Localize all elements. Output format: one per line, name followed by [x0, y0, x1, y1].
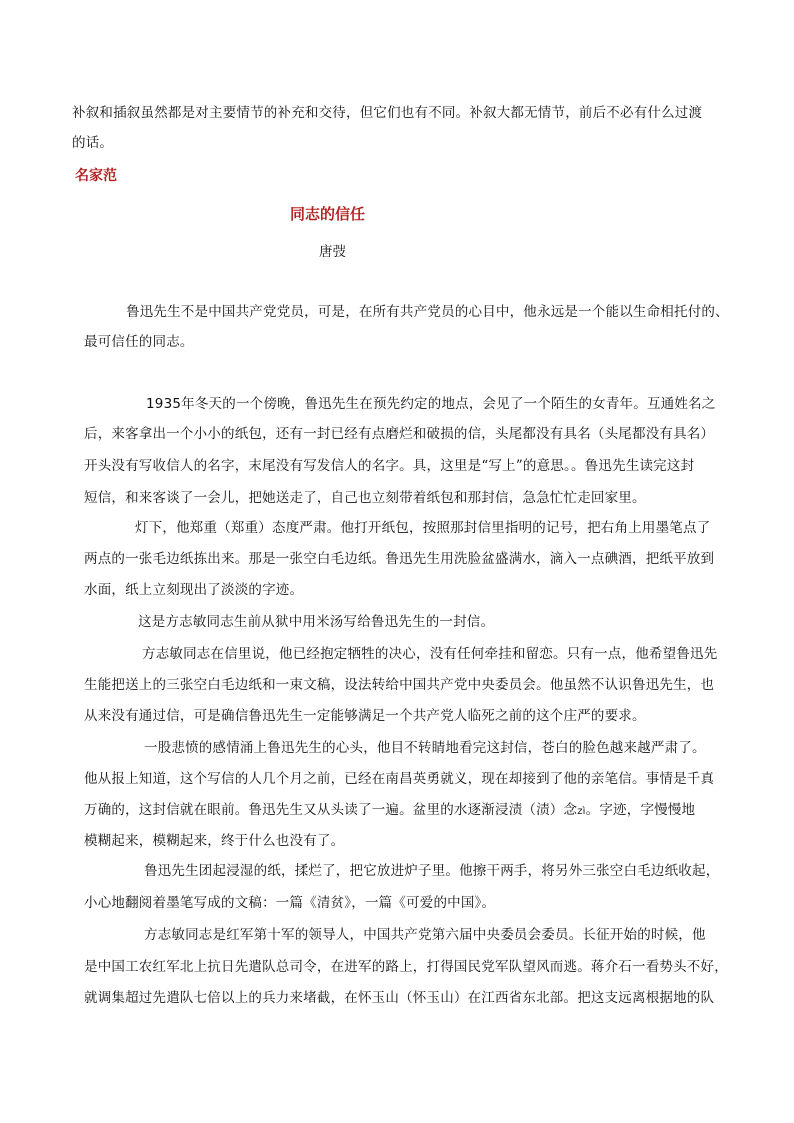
paragraph-5-line-3: 从来没有通过信，可是确信鲁迅先生一定能够满足一个共产党人临死之前的这个庄严的要求。 — [84, 708, 646, 724]
paragraph-2-line-4: 短信，和来客谈了一会儿，把她送走了，自己也立刻带着纸包和那封信，急急忙忙走回家里。 — [84, 490, 646, 506]
paragraph-3-line-2: 两点的一张毛边纸拣出来。那是一张空白毛边纸。鲁迅先生用洗脸盆盛满水，滴入一点碘酒，把纸平放到 — [84, 551, 715, 567]
paragraph-6-line-1: 一股悲愤的感情涌上鲁迅先生的心头，他目不转睛地看完这封信，苍白的脸色越来越严肃了。 — [144, 740, 706, 756]
paragraph-3-line-3: 水面，纸上立刻现出了淡淡的字迹。 — [84, 582, 304, 598]
paragraph-7-line-2: 小心地翻阅着墨笔写成的文稿：一篇《清贫》，一篇《可爱的中国》。 — [84, 895, 496, 911]
paragraph-4-line-1: 这是方志敏同志生前从狱中用米汤写给鲁迅先生的一封信。 — [138, 614, 495, 630]
paragraph-2-line-1: 1935年冬天的一个傍晚，鲁迅先生在预先约定的地点，会见了一个陌生的女青年。互通姓名之 — [146, 396, 716, 412]
paragraph-2-line-3: 开头没有写收信人的名字，末尾没有写发信人的名字。具，这里是“写上”的意思。。鲁迅先生读完这封 — [84, 458, 695, 474]
quoted-term: “写上” — [481, 458, 523, 474]
article-author: 唐弢 — [319, 244, 346, 260]
paragraph-6-line-2: 他从报上知道，这个写信的人几个月之前，已经在南昌英勇就义，现在却接到了他的亲笔信。事情是千真 — [84, 771, 715, 787]
paragraph-6-line-4: 模糊起来，模糊起来，终于什么也没有了。 — [84, 833, 345, 849]
section-heading: 名家范 — [75, 168, 117, 184]
paragraph-8-line-2: 是中国工农红军北上抗日先遣队总司令，在进军的路上，打得国民党军队望风而逃。蒋介石一看势头不好， — [84, 959, 728, 975]
paragraph-7-line-1: 鲁迅先生团起浸湿的纸，揉烂了，把它放进炉子里。他擦干两手，将另外三张空白毛边纸收起， — [144, 863, 720, 879]
paragraph-2-line-2: 后，来客拿出一个小小的纸包，还有一封已经有点磨烂和破损的信，头尾都没有具名（头尾都没有具名） — [84, 426, 715, 442]
paragraph-5-line-2: 生能把送上的三张空白毛边纸和一束文稿，设法转给中国共产党中央委员会。他虽然不认识鲁迅先生，也 — [84, 677, 715, 693]
paragraph-8-line-1: 方志敏同志是红军第十军的领导人，中国共产党第六届中央委员会委员。长征开始的时候，他 — [144, 927, 706, 943]
paragraph-6-line-3: 万确的，这封信就在眼前。鲁迅先生又从头读了一遍。盆里的水逐渐浸渍（渍）念zì。字迹，字慢慢地 — [84, 802, 696, 818]
intro-line-2: 的话。 — [72, 135, 114, 151]
paragraph-1-line-2: 最可信任的同志。 — [84, 334, 194, 350]
paragraph-1-line-1: 鲁迅先生不是中国共产党党员，可是，在所有共产党员的心目中，他永远是一个能以生命相托付的、 — [126, 304, 729, 320]
paragraph-5-line-1: 方志敏同志在信里说，他已经抱定牺牲的决心，没有任何牵挂和留恋。只有一点，他希望鲁迅先 — [142, 646, 718, 662]
paragraph-8-line-3: 就调集超过先遣队七倍以上的兵力来堵截，在怀玉山（怀玉山）在江西省东北部。把这支远离根据地的队 — [84, 990, 715, 1006]
article-title: 同志的信任 — [290, 205, 366, 223]
pinyin-note: zì — [577, 806, 586, 817]
intro-line-1: 补叙和插叙虽然都是对主要情节的补充和交待，但它们也有不同。补叙大都无情节，前后不必有什么过渡 — [72, 105, 703, 121]
paragraph-3-line-1: 灯下，他郑重（郑重）态度严肃。他打开纸包，按照那封信里指明的记号，把右角上用墨笔点了 — [135, 520, 711, 536]
